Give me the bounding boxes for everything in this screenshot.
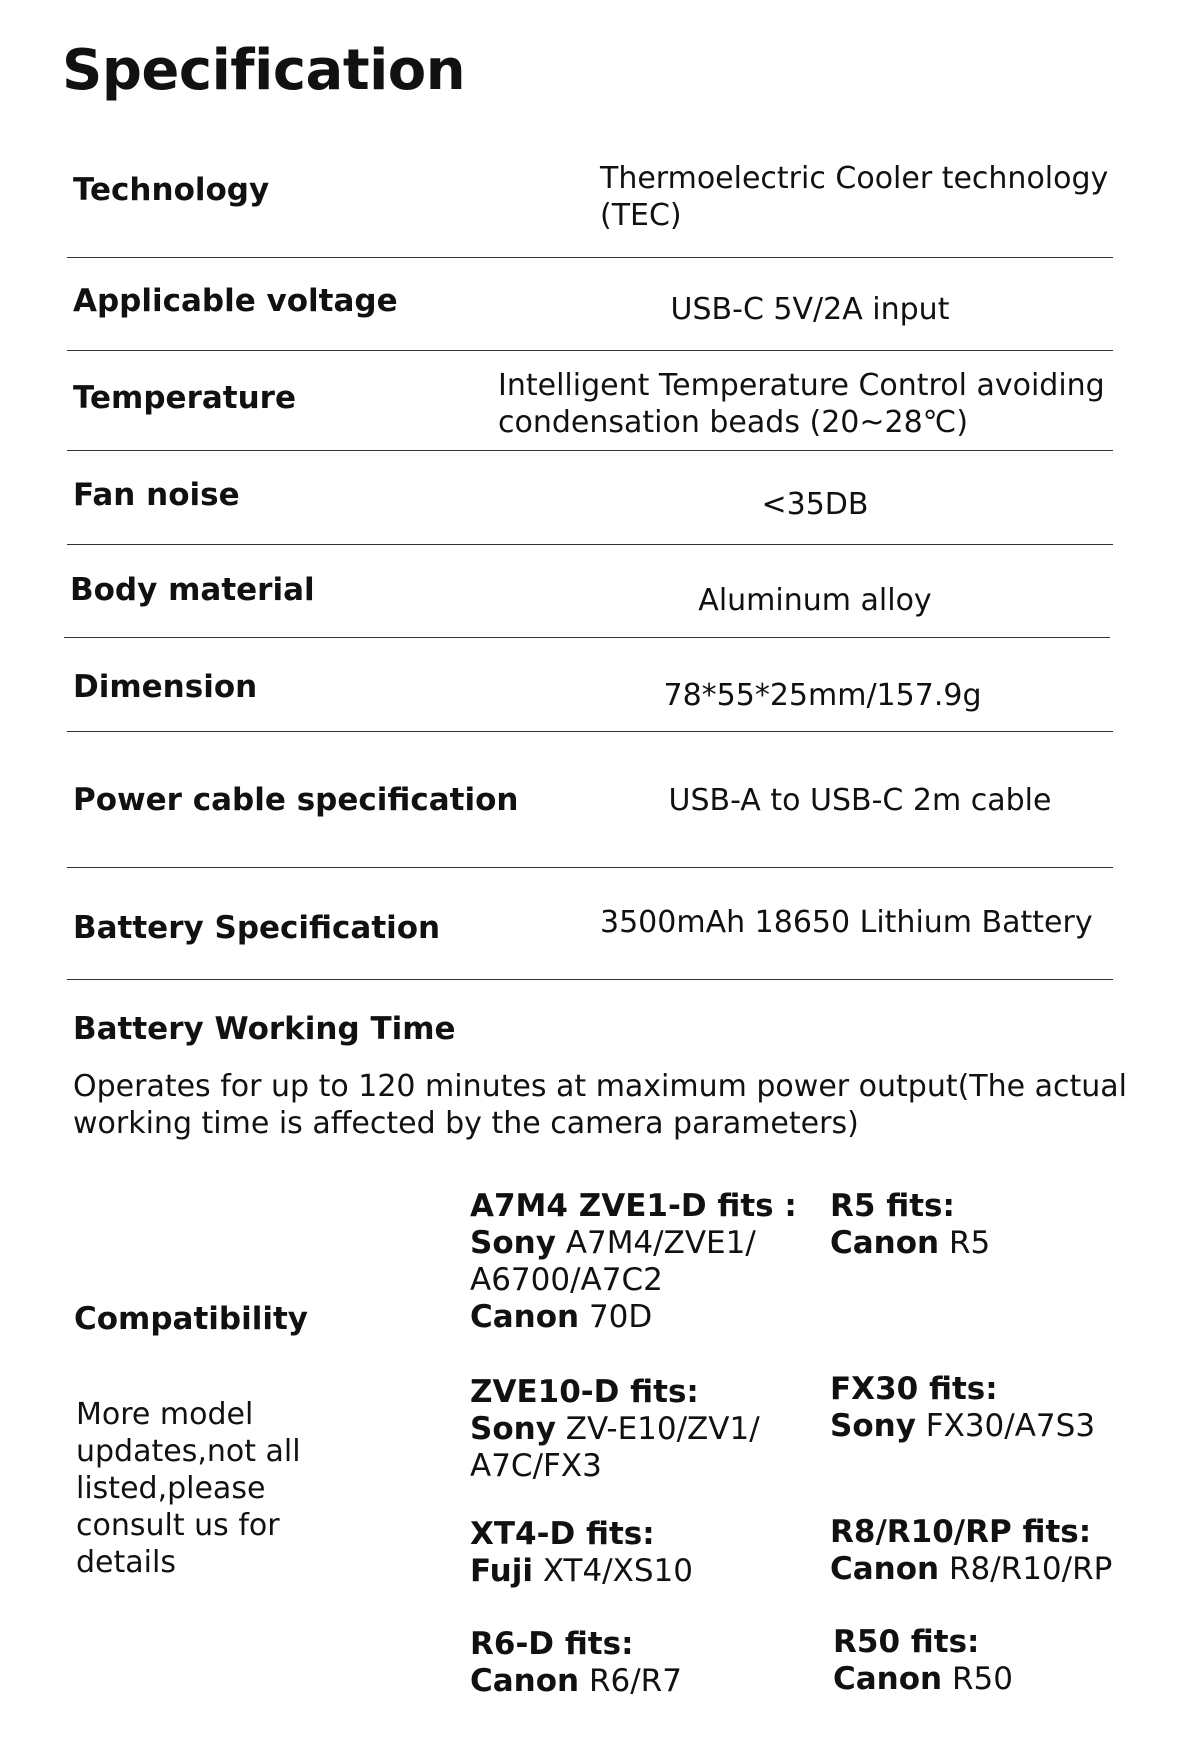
models: A7C/FX3: [470, 1448, 602, 1484]
divider: [67, 257, 1113, 258]
compat-group-head: ZVE10-D fits:: [470, 1374, 699, 1410]
models: 70D: [579, 1299, 653, 1335]
compatibility-note: More model updates,not all listed,please consult us for details: [76, 1397, 301, 1580]
compat-line: [470, 1448, 760, 1485]
spec-value-dimension: 78*55*25mm/157.9g: [663, 678, 982, 713]
brand: Canon: [470, 1299, 580, 1335]
divider: [67, 867, 1113, 868]
brand: Canon: [830, 1551, 940, 1587]
compat-line: [470, 1225, 797, 1262]
compat-group-zve10: [470, 1374, 760, 1485]
models: R8/R10/RP: [939, 1551, 1113, 1587]
models: R50: [942, 1661, 1013, 1697]
spec-value-body-material: Aluminum alloy: [698, 583, 932, 618]
models: R6/R7: [579, 1663, 682, 1699]
compat-line: [470, 1262, 797, 1299]
spec-label-dimension: Dimension: [73, 669, 258, 705]
compat-line: [830, 1551, 1112, 1588]
spec-value-voltage: USB-C 5V/2A input: [670, 292, 950, 327]
spec-label-voltage: Applicable voltage: [73, 283, 398, 319]
divider: [67, 350, 1113, 351]
spec-label-battery-spec: Battery Specification: [73, 910, 441, 946]
compat-group-head: A7M4 ZVE1-D fits :: [470, 1188, 797, 1224]
brand: Sony: [470, 1225, 556, 1261]
spec-value-fan-noise: <35DB: [761, 487, 869, 522]
spec-value-temperature: Intelligent Temperature Control avoiding condensation beads (20~28℃): [498, 368, 1105, 440]
spec-label-temperature: Temperature: [73, 380, 296, 416]
brand: Sony: [470, 1411, 556, 1447]
compat-group-head: FX30 fits:: [830, 1371, 998, 1407]
compat-group-r6: [470, 1626, 682, 1700]
compat-group-fx30: [830, 1371, 1095, 1445]
divider: [67, 731, 1113, 732]
compat-group-head: R6-D fits:: [470, 1626, 634, 1662]
battery-time-label: Battery Working Time: [73, 1011, 456, 1047]
compat-line: [830, 1225, 990, 1262]
compat-line: [470, 1299, 797, 1336]
spec-label-body-material: Body material: [70, 572, 315, 608]
divider: [64, 637, 1110, 638]
spec-value-battery-spec: 3500mAh 18650 Lithium Battery: [600, 905, 1093, 940]
compat-group-head: R5 fits:: [830, 1188, 955, 1224]
models: R5: [939, 1225, 991, 1261]
compat-group-head: XT4-D fits:: [470, 1516, 655, 1552]
brand: Fuji: [470, 1553, 533, 1589]
compat-line: [830, 1408, 1095, 1445]
models: ZV-E10/ZV1/: [555, 1411, 760, 1447]
brand: Canon: [830, 1225, 940, 1261]
spec-label-fan-noise: Fan noise: [73, 477, 240, 513]
compat-line: [470, 1553, 693, 1590]
models: FX30/A7S3: [915, 1408, 1096, 1444]
brand: Canon: [833, 1661, 943, 1697]
compatibility-label: Compatibility: [74, 1301, 308, 1337]
spec-label-technology: Technology: [73, 172, 270, 208]
compat-group-r8: [830, 1514, 1112, 1588]
models: A6700/A7C2: [470, 1262, 663, 1298]
models: XT4/XS10: [532, 1553, 693, 1589]
divider: [67, 979, 1113, 980]
battery-time-text: Operates for up to 120 minutes at maximum power output(The actual working time is affected by the camera parameters): [73, 1069, 1128, 1141]
spec-value-technology: Thermoelectric Cooler technology (TEC): [600, 161, 1109, 233]
compat-line: [470, 1411, 760, 1448]
compat-group-head: R8/R10/RP fits:: [830, 1514, 1092, 1550]
brand: Sony: [830, 1408, 916, 1444]
compat-group-r5: [830, 1188, 990, 1262]
compat-group-xt4: [470, 1516, 693, 1590]
spec-value-power-cable: USB-A to USB-C 2m cable: [668, 783, 1052, 818]
compat-line: [833, 1661, 1013, 1698]
compat-line: [470, 1663, 682, 1700]
spec-label-power-cable: Power cable specification: [73, 782, 519, 818]
compat-group-head: R50 fits:: [833, 1624, 980, 1660]
page-title: Specification: [62, 38, 466, 103]
brand: Canon: [470, 1663, 580, 1699]
compat-group-r50: [833, 1624, 1013, 1698]
compat-group-a7m4: [470, 1188, 797, 1336]
divider: [67, 544, 1113, 545]
models: A7M4/ZVE1/: [555, 1225, 756, 1261]
divider: [67, 450, 1113, 451]
